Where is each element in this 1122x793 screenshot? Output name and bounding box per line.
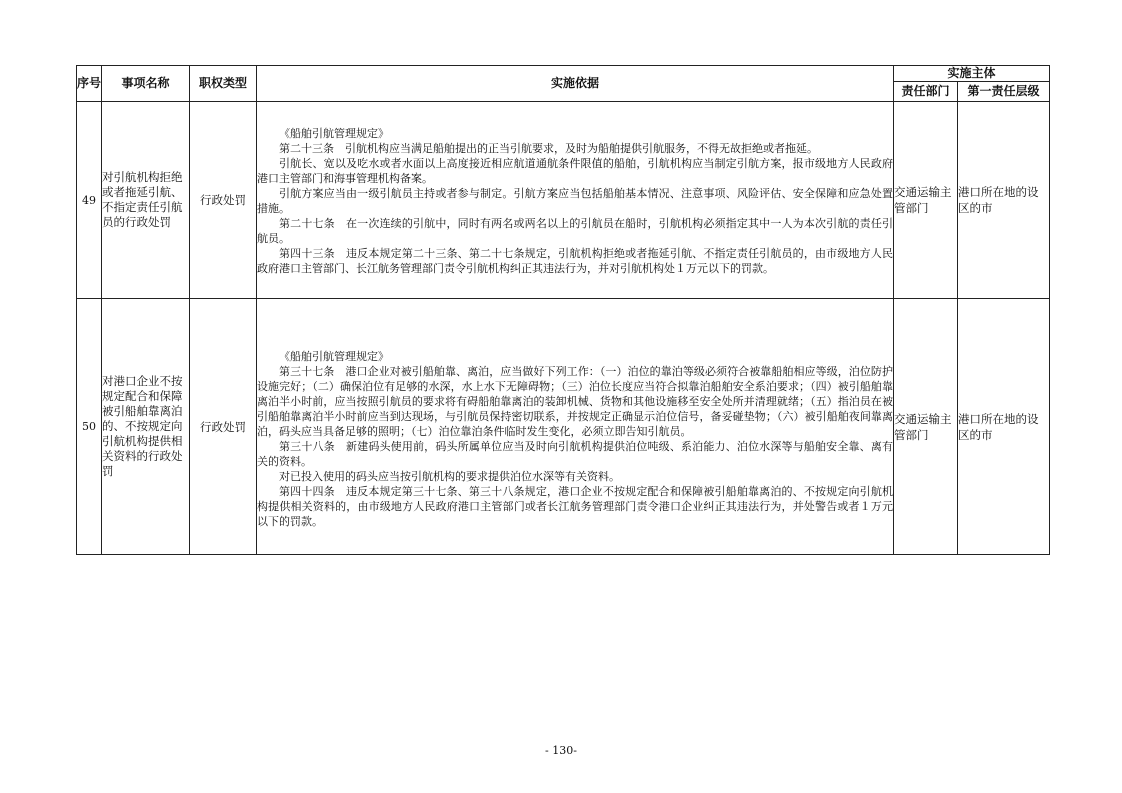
header-item-name: 事项名称 xyxy=(102,66,190,102)
row-item-name: 对引航机构拒绝或者拖延引航、不指定责任引航员的行政处罚 xyxy=(102,102,190,299)
row-seq: 50 xyxy=(77,299,102,555)
header-seq: 序号 xyxy=(77,66,102,102)
basis-title: 《船舶引航管理规定》 xyxy=(279,127,389,140)
basis-paragraph: 第二十三条 引航机构应当满足船舶提出的正当引航要求，及时为船舶提供引航服务，不得无故拒绝或者拖延。 xyxy=(279,142,818,155)
basis-paragraph: 引航长、宽以及吃水或者水面以上高度接近相应航道通航条件限值的船舶，引航机构应当制定引航方案，报市级地方人民政府港口主管部门和海事管理机构备案。 xyxy=(257,157,893,185)
row-power-type: 行政处罚 xyxy=(190,102,257,299)
basis-paragraph: 第四十四条 违反本规定第三十七条、第三十八条规定，港口企业不按规定配合和保障被引船舶靠离泊的、不按规定向引航机构提供相关资料的，由市级地方人民政府港口主管部门或者长江航务管理部门责令港口企业纠正其违法行为，并处警告或者１万元以下的罚款。 xyxy=(257,485,893,528)
basis-paragraph: 第二十七条 在一次连续的引航中，同时有两名或两名以上的引航员在船时，引航机构必须指定其中一人为本次引航的责任引航员。 xyxy=(257,217,893,245)
header-level: 第一责任层级 xyxy=(958,82,1050,102)
header-basis: 实施依据 xyxy=(257,66,894,102)
table-row xyxy=(77,102,1050,299)
header-subject: 实施主体 xyxy=(894,66,1050,82)
row-dept: 交通运输主管部门 xyxy=(894,102,958,299)
row-item-name: 对港口企业不按规定配合和保障被引船舶靠离泊的、不按规定向引航机构提供相关资料的行政处罚 xyxy=(102,299,190,555)
row-dept: 交通运输主管部门 xyxy=(894,299,958,555)
header-dept: 责任部门 xyxy=(894,82,958,102)
basis-title: 《船舶引航管理规定》 xyxy=(279,350,389,363)
table-row xyxy=(77,299,1050,555)
row-basis xyxy=(257,299,894,555)
row-seq: 49 xyxy=(77,102,102,299)
basis-paragraph: 第三十八条 新建码头使用前，码头所属单位应当及时向引航机构提供泊位吨级、系泊能力、泊位水深等与船舶安全靠、离有关的资料。 xyxy=(257,440,893,468)
row-basis xyxy=(257,102,894,299)
row-power-type: 行政处罚 xyxy=(190,299,257,555)
basis-paragraph: 第三十七条 港口企业对被引船舶靠、离泊，应当做好下列工作：（一）泊位的靠泊等级必须符合被靠船舶相应等级，泊位防护设施完好；（二）确保泊位有足够的水深，水上水下无障碍物；（三）泊位长度应当符合拟靠泊船舶安全系泊要求；（四）被引船舶靠离泊半小时前，应当按照引航员的要求将有碍船舶靠离泊的装卸机械、货物和其他设施移至安全处所并清理就绪；（五）指泊员在被引船舶靠离泊半小时前应当到达现场，与引航员保持密切联系，并按规定正确显示泊位信号，备妥碰垫物；（六）被引船舶夜间靠离泊，码头应当具备足够的照明；（七）泊位靠泊条件临时发生变化，必须立即告知引航员。 xyxy=(257,365,893,438)
row-level: 港口所在地的设区的市 xyxy=(958,299,1050,555)
page-number: - 130- xyxy=(545,744,577,757)
basis-paragraph: 引航方案应当由一级引航员主持或者参与制定。引航方案应当包括船舶基本情况、注意事项、风险评估、安全保障和应急处置措施。 xyxy=(257,187,893,215)
header-power-type: 职权类型 xyxy=(190,66,257,102)
row-level: 港口所在地的设区的市 xyxy=(958,102,1050,299)
header-row xyxy=(77,66,1050,82)
basis-paragraph: 第四十三条 违反本规定第二十三条、第二十七条规定，引航机构拒绝或者拖延引航、不指定责任引航员的，由市级地方人民政府港口主管部门、长江航务管理部门责令引航机构纠正其违法行为，并对引航机构处１万元以下的罚款。 xyxy=(257,247,893,275)
regulation-table xyxy=(76,65,1050,555)
basis-paragraph: 对已投入使用的码头应当按引航机构的要求提供泊位水深等有关资料。 xyxy=(279,470,620,483)
